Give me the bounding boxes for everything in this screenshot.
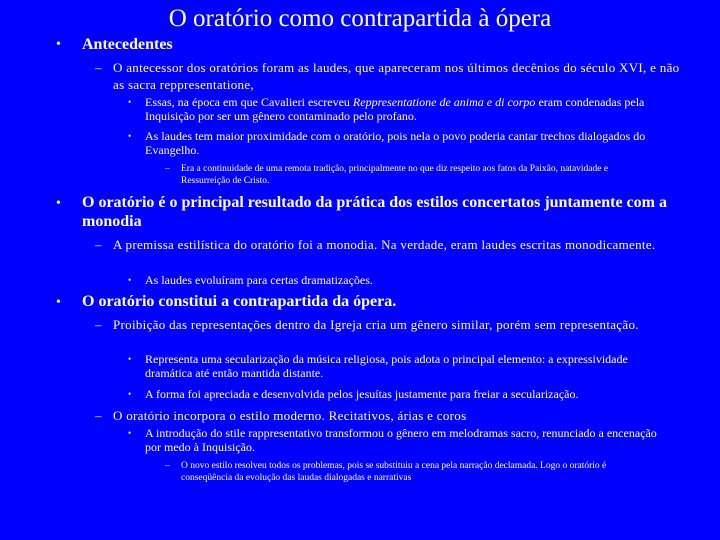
detail-tradicao: Era a continuidade de uma remota tradição, principalmente no que diz respeito aos fatos da Paixão, natavidade e Ressurreição de Cristo. [181,164,609,186]
subpoint-dramatizacoes: As laudes evoluíram para certas dramatizações. [145,273,373,287]
bullet-l1: • [56,37,61,52]
point-laudes-antecessor: O antecessor dos oratórios foram as laudes, que apareceram nos últimos decênios do século XVI, e não as sacra reppresentatione, [113,60,680,92]
subpoint-laudes-proximidade: As laudes tem maior proximidade com o oratório, pois nela o povo poderia cantar trechos dialogados do Evangelho. [145,129,646,157]
bullet-l3: • [128,354,132,364]
subpoint-inquisicao [145,95,665,123]
bullet-l4: – [165,461,170,471]
bullet-l3: • [128,428,132,438]
bullet-l2: – [95,408,102,423]
subpoint-inquisicao-text-before: Essas, na época em que Cavalieri escreveu [145,95,353,109]
point-estilo-moderno: O oratório incorpora o estilo moderno. Recitativos, árias e coros [113,408,467,423]
bullet-l3: • [128,97,132,107]
point-proibicao: Proibição das representações dentro da Igreja cria um gênero similar, porém sem representação. [113,317,639,332]
bullet-l3: • [128,131,132,141]
bullet-l2: – [95,60,102,75]
work-title-italic: Reppresentatione de anima e di corpo [352,95,536,109]
bullet-l1: • [56,295,61,310]
bullet-l2: – [95,237,102,252]
heading-principal-resultado: O oratório é o principal resultado da prática dos estilos concertatos juntamente com a monodia [82,194,667,230]
slide-title: O oratório como contrapartida à ópera [168,5,552,32]
subpoint-jesuitas: A forma foi apreciada e desenvolvida pelos jesuítas justamente para freiar a secularização. [145,387,579,401]
subpoint-inquisicao-text-after: eram condenadas pela Inquisição por ser um gênero contaminado pelo profano. [145,95,645,123]
subpoint-secularizacao: Representa uma secularização da música religiosa, pois adota o principal elemento: a expressividade dramática até então mantida distante. [145,352,628,380]
heading-antecedentes: Antecedentes [82,36,173,53]
bullet-l2: – [95,317,102,332]
bullet-l3: • [128,275,132,285]
detail-novo-estilo: O novo estilo resolveu todos os problemas, pois se substituiu a cena pela narração declamada. Logo o oratório é conseqüência da evolução das laudas dialogadas e narrativas [181,461,607,483]
bullet-l4: – [165,164,170,174]
bullet-l1: • [56,196,61,211]
bullet-l3: • [128,389,132,399]
subpoint-stile-rappresentativo: A introdução do stile rappresentativo transformou o gênero em melodramas sacro, renunciado a encenação por medo à Inquisição. [145,426,657,454]
heading-contrapartida: O oratório constitui a contrapartida da ópera. [82,293,397,310]
point-monodia: A premissa estilística do oratório foi a monodia. Na verdade, eram laudes escritas monodicamente. [113,237,656,252]
